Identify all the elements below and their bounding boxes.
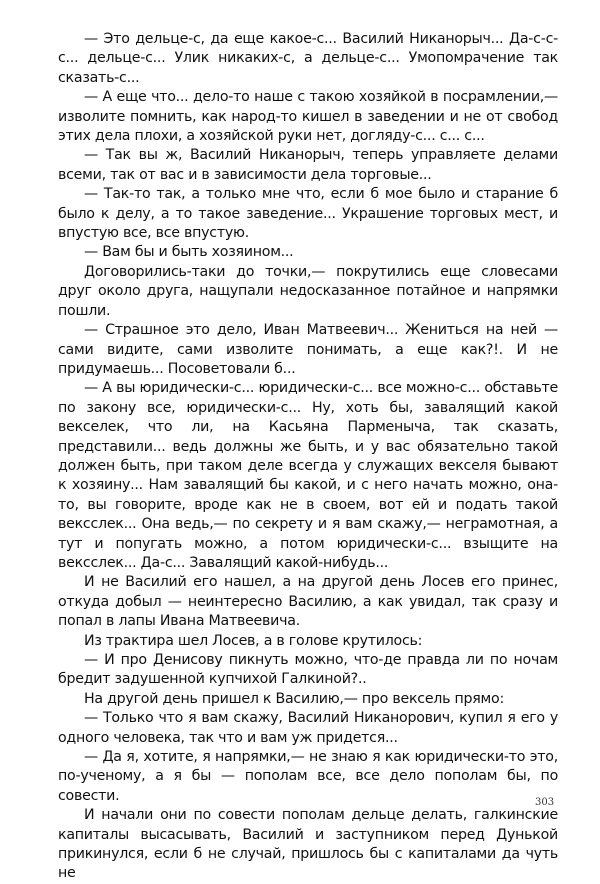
paragraph: Из трактира шел Лосев, а в голове крутилось: — [84, 632, 423, 649]
page-body — [58, 30, 558, 884]
paragraph: — А еще что... дело-то наше с такою хозяйкой в посрамлении,— изволите помнить, как народ-то кишел в заведении и не от свобод этих дела плохи, а хозяйской руки нет, догляду-с... с... с... — [58, 89, 558, 145]
paragraph: — Вам бы и быть хозяином... — [84, 244, 294, 261]
paragraph: И не Василий его нашел, а на другой день Лосев его принес, откуда добыл — неинтересно Василию, а как увидал, так сразу и попал в лапы Ивана Матвеевича. — [58, 574, 558, 630]
paragraph: — И про Денисову пикнуть можно, что-де правда ли по ночам бредит задушенной купчихой Галкиной?.. — [58, 652, 558, 688]
paragraph: И начали они по совести пополам дельце делать, галкинские капиталы высасывать, Василий и заступником перед Дунькой прикинулся, если б не случай, пришлось бы с капиталами да чуть не — [58, 807, 558, 882]
paragraph: — Страшное это дело, Иван Матвеевич... Жениться на ней — сами видите, сами изволите понимать, а еще как?!. И не придумаешь... Посоветовали б... — [58, 322, 558, 377]
paragraph: — Это дельце-с, да еще какое-с... Василий Никанорыч... Да-с-с-с... дельце-с... Улик никаких-с, а дельце-с... Умопомрачение так сказать-с... — [58, 31, 558, 86]
paragraph: На другой день пришел к Василию,— про вексель прямо: — [84, 690, 504, 707]
paragraph: — А вы юридически-с... юридически-с... все можно-с... обставьте по закону все, юридически-с... Ну, хоть бы, завалящий какой векселек, что ли, на Касьяна Парменыча, так сказать, представили... ведь должны же быть, и у вас обязательно такой должен быть, при таком деле всегда у служащих векселя бывают к хозяину... Нам завалящий бы какой, и с него начать можно, она-то, вы говорите, вроде как не в своем, вот ей и подать такой вексслек... Она ведь,— по секрету и я вам скажу,— неграмотная, а тут и попугать можно, а потом юридически-с... взыщите на вексслек... Да-с... Завалящий какой-нибудь... — [58, 380, 558, 571]
page-number: 303 — [535, 797, 555, 808]
paragraph: — Только что я вам скажу, Василий Никанорович, купил я его у одного человека, так что и вам уж придется... — [58, 710, 558, 746]
paragraph: Договорились-таки до точки,— покрутились еще словесами друг около друга, нащупали недосказанное потайное и напрямки пошли. — [58, 263, 558, 319]
paragraph: — Так вы ж, Василий Никанорыч, теперь управляете делами всеми, так от вас и в зависимости дела торговые... — [58, 147, 558, 183]
paragraph: — Да я, хотите, я напрямки,— не знаю я как юридически-то это, по-ученому, а я бы — пополам все, все дело пополам бы, по совести. — [58, 749, 558, 804]
paragraph: — Так-то так, а только мне что, если б мое было и старание б было к делу, а то такое заведение... Украшение торговых мест, и впустую все, все впустую. — [58, 186, 558, 242]
